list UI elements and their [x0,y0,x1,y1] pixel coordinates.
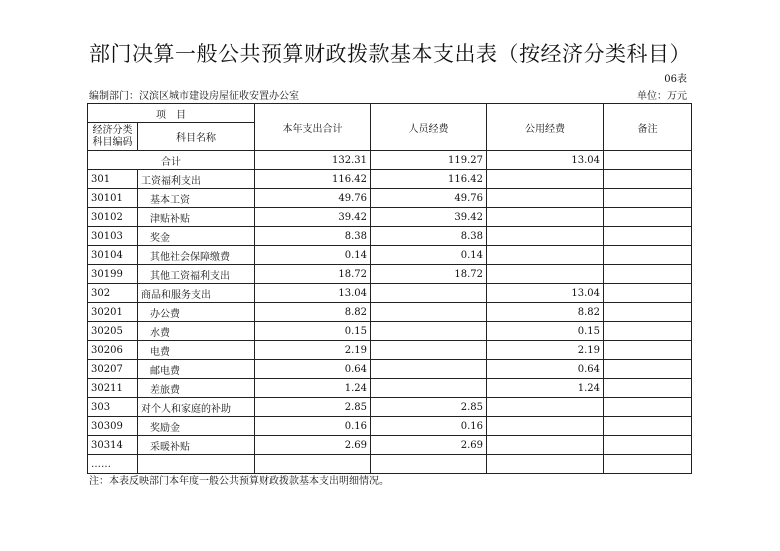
row-total: 0.64 [255,360,371,379]
row-subject-name: 其他社会保障缴费 [138,246,255,265]
header-item: 项 目 [88,104,255,123]
row-public [487,189,604,208]
row-total: 2.85 [255,398,371,417]
row-public [487,417,604,436]
row-subject-name: 差旅费 [138,379,255,398]
row-public [487,208,604,227]
row-total: 1.24 [255,379,371,398]
row-remark [604,417,692,436]
row-remark [604,303,692,322]
row-public: 8.82 [487,303,604,322]
row-code: 30104 [88,246,138,265]
row-public [487,246,604,265]
row-remark [604,265,692,284]
row-code: 302 [88,284,138,303]
total-public: 13.04 [487,151,604,170]
row-personnel [371,341,487,360]
row-remark [604,379,692,398]
row-remark [604,360,692,379]
row-total: 0.15 [255,322,371,341]
row-subject-name: 津贴补贴 [138,208,255,227]
row-subject-name: 奖金 [138,227,255,246]
table-row [88,227,692,246]
row-personnel: 2.85 [371,398,487,417]
header-public: 公用经费 [487,104,604,151]
header-personnel: 人员经费 [371,104,487,151]
row-code: 30205 [88,322,138,341]
row-subject-name: 基本工资 [138,189,255,208]
header-remark: 备注 [604,104,692,151]
row-personnel: 49.76 [371,189,487,208]
total-remark [604,151,692,170]
header-econ-code: 经济分类科目编码 [88,123,138,151]
row-personnel: 0.14 [371,246,487,265]
row-personnel [371,303,487,322]
row-remark [604,398,692,417]
table-row [88,436,692,455]
row-code: 30211 [88,379,138,398]
table-row [88,360,692,379]
table-number: 06表 [664,74,687,85]
row-subject-name: 商品和服务支出 [138,284,255,303]
row-total: 0.16 [255,417,371,436]
compiling-department: 编制部门：汉滨区城市建设房屋征收安置办公室 [89,91,299,102]
row-total: 2.19 [255,341,371,360]
row-public [487,170,604,189]
row-remark [604,322,692,341]
row-subject-name: 水费 [138,322,255,341]
table-row [88,265,692,284]
row-personnel [371,360,487,379]
row-subject-name: 采暖补贴 [138,436,255,455]
total-sum: 132.31 [255,151,371,170]
row-code: 30103 [88,227,138,246]
row-personnel: 8.38 [371,227,487,246]
row-personnel: 0.16 [371,417,487,436]
total-row [88,151,692,170]
row-subject-name: 其他工资福利支出 [138,265,255,284]
table-row [88,189,692,208]
row-subject-name: 办公费 [138,303,255,322]
row-remark [604,455,692,474]
row-personnel: 116.42 [371,170,487,189]
row-total: 18.72 [255,265,371,284]
row-remark [604,284,692,303]
row-public [487,265,604,284]
row-remark [604,436,692,455]
row-remark [604,246,692,265]
row-public [487,436,604,455]
row-public [487,398,604,417]
row-personnel [371,284,487,303]
row-personnel [371,322,487,341]
row-public: 0.64 [487,360,604,379]
row-public: 1.24 [487,379,604,398]
row-subject-name [138,455,255,474]
row-subject-name: 奖励金 [138,417,255,436]
row-subject-name: 邮电费 [138,360,255,379]
row-code: 30101 [88,189,138,208]
row-public: 13.04 [487,284,604,303]
row-total [255,455,371,474]
table-row [88,246,692,265]
row-public: 2.19 [487,341,604,360]
table-row [88,284,692,303]
row-code: 301 [88,170,138,189]
row-public [487,227,604,246]
header-total: 本年支出合计 [255,104,371,151]
row-personnel: 39.42 [371,208,487,227]
table-row [88,322,692,341]
page-title: 部门决算一般公共预算财政拨款基本支出表（按经济分类科目） [89,42,691,66]
table-row [88,455,692,474]
row-public [487,455,604,474]
total-personnel: 119.27 [371,151,487,170]
row-subject-name: 对个人和家庭的补助 [138,398,255,417]
header-subject-name: 科目名称 [138,123,255,151]
row-public: 0.15 [487,322,604,341]
total-label: 合计 [88,151,255,170]
row-total: 116.42 [255,170,371,189]
row-personnel: 2.69 [371,436,487,455]
row-personnel [371,455,487,474]
row-code: 30199 [88,265,138,284]
row-code: 303 [88,398,138,417]
table-row [88,341,692,360]
table-row [88,170,692,189]
row-total: 49.76 [255,189,371,208]
expenditure-table [87,103,692,474]
row-remark [604,208,692,227]
row-code: 30207 [88,360,138,379]
row-total: 2.69 [255,436,371,455]
row-code: 30206 [88,341,138,360]
row-code: 30314 [88,436,138,455]
row-remark [604,227,692,246]
row-personnel [371,379,487,398]
row-code: 30201 [88,303,138,322]
row-subject-name: 工资福利支出 [138,170,255,189]
row-code: 30309 [88,417,138,436]
row-total: 13.04 [255,284,371,303]
row-total: 8.38 [255,227,371,246]
table-row [88,398,692,417]
row-remark [604,189,692,208]
row-total: 39.42 [255,208,371,227]
row-code: 30102 [88,208,138,227]
row-total: 8.82 [255,303,371,322]
table-row [88,417,692,436]
table-row [88,379,692,398]
row-remark [604,170,692,189]
row-personnel: 18.72 [371,265,487,284]
row-code: …… [88,455,138,474]
table-row [88,208,692,227]
row-subject-name: 电费 [138,341,255,360]
unit-label: 单位：万元 [637,91,687,102]
row-remark [604,341,692,360]
table-row [88,303,692,322]
footnote: 注：本表反映部门本年度一般公共预算财政拨款基本支出明细情况。 [89,476,389,487]
row-total: 0.14 [255,246,371,265]
